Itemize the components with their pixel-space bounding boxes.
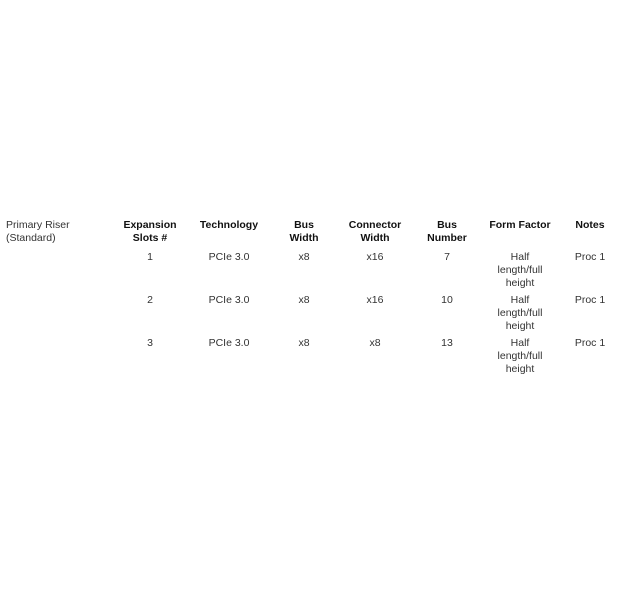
header-expansion-slots-line1: Expansion [123,219,177,231]
header-connector-width [337,219,413,251]
table-header [113,219,621,251]
form-factor-line3: height [505,277,535,289]
cell-notes: Proc 1 [574,294,606,306]
form-factor-line3: height [505,320,535,332]
cell-technology: PCIe 3.0 [208,294,250,306]
form-factor-line2: length/full [497,307,543,319]
cell-slot: 1 [147,251,153,263]
cell-bus-number: 10 [441,294,453,306]
cell-form-factor [481,294,559,337]
header-notes-line1: Notes [575,219,605,231]
table-body [113,251,621,380]
form-factor-line1: Half [510,251,530,263]
cell-notes: Proc 1 [574,337,606,349]
table-row [113,337,621,380]
cell-bus-width: x8 [298,294,310,306]
form-factor-line2: length/full [497,350,543,362]
header-bus-number-line2: Number [427,232,467,244]
header-technology-line1: Technology [199,219,259,231]
header-connector-width-line2: Width [360,232,390,244]
header-bus-width [271,219,337,251]
header-bus-number-line1: Bus [437,219,457,231]
header-form-factor [481,219,559,251]
riser-label [6,219,106,245]
form-factor-line1: Half [510,294,530,306]
slot-spec-table [113,219,621,380]
riser-label-line1: Primary Riser [6,219,70,231]
cell-connector-width: x8 [369,337,381,349]
header-technology [187,219,271,251]
cell-technology: PCIe 3.0 [208,337,250,349]
header-bus-width-line2: Width [289,232,319,244]
cell-bus-width: x8 [298,251,310,263]
cell-technology: PCIe 3.0 [208,251,250,263]
cell-bus-width: x8 [298,337,310,349]
header-row [113,219,621,251]
header-bus-width-line1: Bus [294,219,314,231]
header-connector-width-line1: Connector [348,219,402,231]
header-form-factor-line1: Form Factor [489,219,551,231]
header-bus-number [413,219,481,251]
cell-form-factor [481,337,559,380]
cell-connector-width: x16 [366,294,384,306]
cell-slot: 3 [147,337,153,349]
table-row [113,251,621,294]
cell-slot: 2 [147,294,153,306]
cell-form-factor [481,251,559,294]
header-notes [559,219,621,251]
form-factor-line1: Half [510,337,530,349]
table-row [113,294,621,337]
form-factor-line2: length/full [497,264,543,276]
form-factor-line3: height [505,363,535,375]
cell-notes: Proc 1 [574,251,606,263]
header-expansion-slots-line2: Slots # [132,232,168,244]
header-expansion-slots [113,219,187,251]
riser-label-line2: (Standard) [6,232,56,244]
cell-connector-width: x16 [366,251,384,263]
cell-bus-number: 7 [444,251,450,263]
cell-bus-number: 13 [441,337,453,349]
